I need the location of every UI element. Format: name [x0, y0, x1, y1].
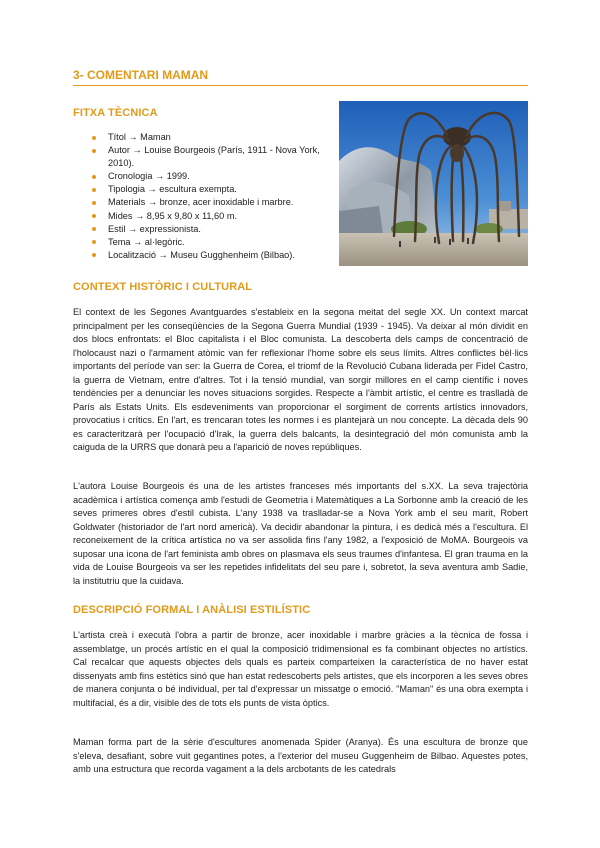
bullet-icon — [92, 136, 96, 140]
bullet-icon — [92, 175, 96, 179]
bullet-icon — [92, 253, 96, 257]
fitxa-item: Mides → 8,95 x 9,80 x 11,60 m. — [108, 210, 238, 221]
list-item — [92, 236, 332, 249]
bullet-icon — [92, 188, 96, 192]
maman-spider-sculpture-photo — [339, 101, 528, 266]
context-paragraph-2: L'autora Louise Bourgeois és una de les artistes franceses més importants del s.XX. La seva trajectòria acadèmica i artística comença amb l'estudi de Geometria i Matemàtiques a La Sorbonne amb la creació de les seves primeres obres d'estil cubista. L'any 1938 va traslladar-se a Nova York amb el seu marit, Robert Goldwater (historiador de l'art nord americà). Va decidir abandonar la pintura, i es dedicà més a l'escultura. El reconeixement de la crítica artística no va ser assolida fins l'any 1982, a l'exposició de MoMA. Bourgeois va suposar una icona de l'art feminista amb obres on plasmava els seus traumes d'infantesa. El gran trauma en la vida de Louise Bourgeois va ser les repetides infidelitats del seu pare i, sobretot, la seva aventura amb Sadie, la institutriu que la cuidava. — [73, 481, 528, 586]
bullet-icon — [92, 227, 96, 231]
fitxa-list — [92, 131, 332, 262]
fitxa-item: Localització → Museu Gugghenheim (Bilbao). — [108, 249, 295, 260]
fitxa-item: Títol → Maman — [108, 132, 171, 142]
descripcio-paragraph-1: L'artista creà i executà l'obra a partir de bronze, acer inoxidable i marbre gràcies a la tècnica de fossa i assemblatge, un procés artístic en el qual la composició tridimensional es fa combinant objectes no artístics. Cal recalcar que aquests objectes dels quals es parteix comparteixen la característica de no haver estat dissenyats amb fins estètics sinó que han estat redescoberts pels artistes, que els incorporen a les seves obres de manera conjunta o bé individual, per tal d'expressar un missatge o emoció. "Maman" és una obra exempta i multifacial, és a dir, visible des de tots els punts de vista òptics. — [73, 630, 528, 708]
fitxa-item: Estil → expressionista. — [108, 223, 201, 234]
fitxa-item: Tema → al·legòric. — [108, 236, 185, 247]
bullet-icon — [92, 214, 96, 218]
context-heading: CONTEXT HISTÒRIC I CULTURAL — [73, 281, 253, 293]
list-item — [92, 183, 332, 196]
descripcio-heading: DESCRIPCIÓ FORMAL I ANÀLISI ESTILÍSTIC — [73, 604, 311, 616]
list-item — [92, 249, 332, 262]
fitxa-item: Tipologia → escultura exempta. — [108, 184, 237, 195]
descripcio-paragraph-2: Maman forma part de la sèrie d'escultures anomenada Spider (Aranya). És una escultura de bronze que s'eleva, desafiant, sobre vuit gegantines potes, a l'exterior del museu Guggenheim de Bilbao. Aquestes potes, amb una estructura que recorda vagament a la dels arcbotants de les catedrals — [73, 737, 528, 774]
list-item — [92, 210, 332, 223]
fitxa-item: Cronologia → 1999. — [108, 171, 190, 182]
list-item — [92, 170, 332, 183]
list-item — [92, 144, 332, 170]
list-item — [92, 131, 332, 144]
bullet-icon — [92, 149, 96, 153]
list-item — [92, 223, 332, 236]
fitxa-heading: FITXA TÈCNICA — [73, 107, 158, 119]
fitxa-item: Autor → Louise Bourgeois (París, 1911 - Nova York, 2010). — [108, 145, 320, 169]
context-paragraph-1: El context de les Segones Avantguardes s'estableix en la segona meitat del segle XX. Un context marcat principalment per les conseqüències de la Segona Guerra Mundial (1939 - 1945). Va deixar al món dividit en dos blocs enfrontats: el Bloc capitalista i el Bloc comunista. La descoberta dels camps de concentració de l'holocaust nazi o l'armament atòmic van fer reflexionar l'home sobre els seus límits. Altres conflictes bèl·lics importants del període van ser: la Guerra de Corea, el triomf de la Revolució Cubana liderada per Fidel Castro, la guerra de Vietnam, entre d'altres. Tot i la tensió mundial, van sorgir millores en el camp científic i noves tendències per a denunciar les noves situacions sorgides. Respecte a l'àmbit artístic, el centre es traslladà de París als Estats Units. Els esdeveniments van proporcionar el sorgiment de corrents artístics innovadors, provocatius i crítics. En l'art, es trencaran totes les normes i es plantejarà un nou concepte. La dècada dels 90 es caracteritzarà per l'ocupació d'Irak, la guerra dels balcants, la desintegració del món comunista amb la caiguda de la URRS que donarà peu a l'aparició de noves repúbliques. — [73, 307, 528, 452]
bullet-icon — [92, 240, 96, 244]
fitxa-item: Materials → bronze, acer inoxidable i marbre. — [108, 197, 294, 208]
list-item — [92, 196, 332, 209]
bullet-icon — [92, 201, 96, 205]
section-title: 3- COMENTARI MAMAN — [73, 68, 528, 86]
